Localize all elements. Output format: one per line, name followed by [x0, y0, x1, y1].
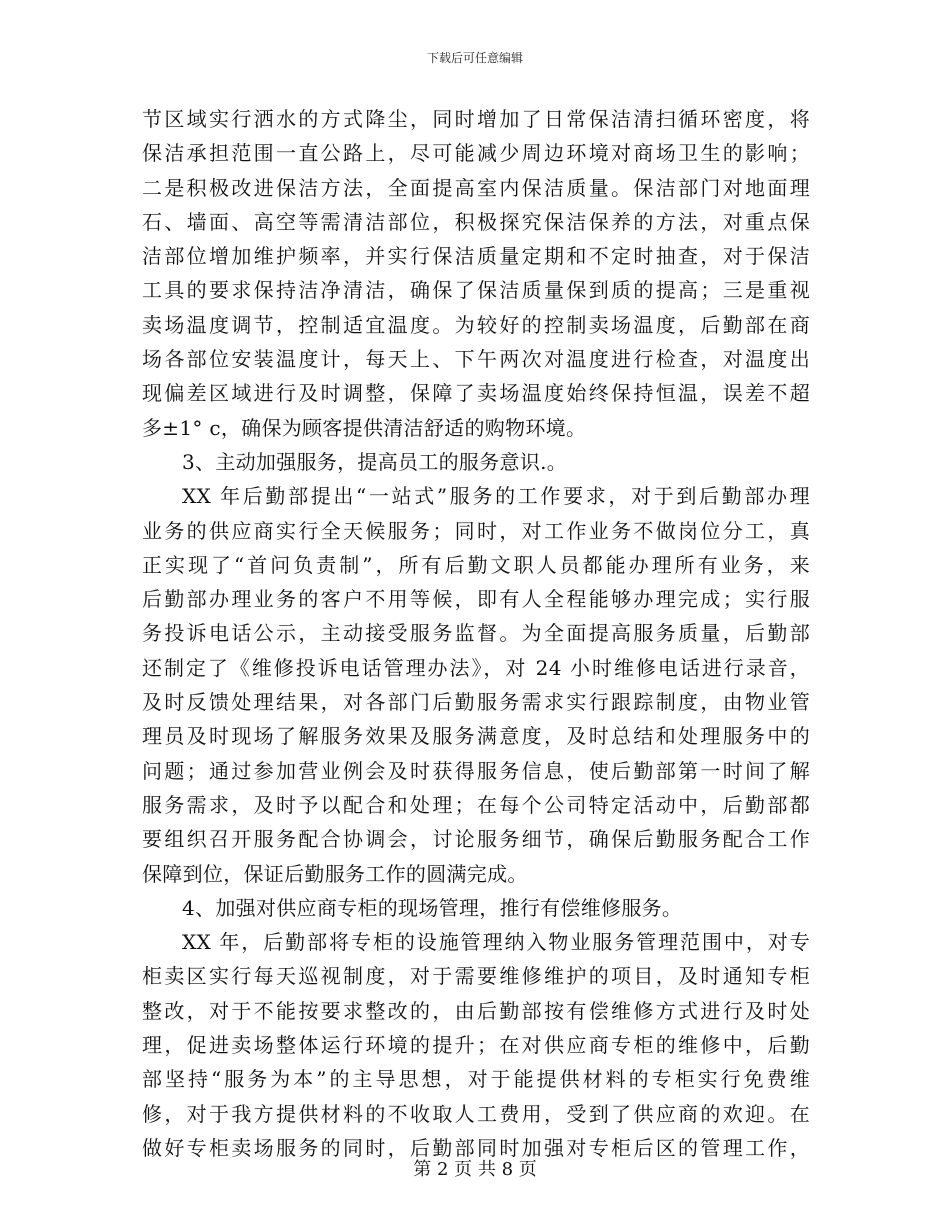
text-line: 工具的要求保持洁净清洁，确保了保洁质量保到质的提高；三是重视 [142, 278, 810, 303]
text-line: 节区域实行洒水的方式降尘，同时增加了日常保洁清扫循环密度，将 [142, 107, 810, 131]
text-line: 正实现了“首问负责制”，所有后勤文职人员都能办理所有业务，来 [142, 552, 810, 577]
text-line: 要组织召开服务配合协调会，讨论服务细节，确保后勤服务配合工作 [142, 827, 810, 852]
text-line: 业务的供应商实行全天候服务；同时，对工作业务不做岗位分工，真 [142, 518, 810, 543]
text-line: XX 年，后勤部将专柜的设施管理纳入物业服务管理范围中，对专 [182, 930, 810, 955]
text-line: 做好专柜卖场服务的同时，后勤部同时加强对专柜后区的管理工作， [142, 1135, 810, 1160]
text-line: 理员及时现场了解服务效果及服务满意度，及时总结和处理服务中的 [142, 724, 810, 749]
text-line: 理，促进卖场整体运行环境的提升；在对供应商专柜的维修中，后勤 [142, 1033, 810, 1058]
text-line: 整改，对于不能按要求整改的，由后勤部按有偿维修方式进行及时处 [142, 998, 810, 1023]
text-line: 石、墙面、高空等需清洁部位，积极探究保洁保养的方法，对重点保 [142, 209, 810, 234]
text-line: 后勤部办理业务的客户不用等候，即有人全程能够办理完成；实行服 [142, 587, 810, 612]
page-header-note: 下载后可任意编辑 [426, 51, 523, 65]
text-line: 问题；通过参加营业例会及时获得服务信息，使后勤部第一时间了解 [142, 758, 810, 783]
text-line: 保洁承担范围一直公路上，尽可能减少周边环境对商场卫生的影响； [142, 141, 810, 166]
text-line: 卖场温度调节，控制适宜温度。为较好的控制卖场温度，后勤部在商 [142, 312, 810, 337]
text-line: 保障到位，保证后勤服务工作的圆满完成。 [142, 861, 528, 886]
text-line: 场各部位安装温度计，每天上、下午两次对温度进行检查，对温度出 [142, 347, 810, 372]
document-body [142, 102, 810, 1165]
page-number: 第 2 页 共 8 页 [413, 1159, 537, 1180]
text-line: 务投诉电话公示，主动接受服务监督。为全面提高服务质量，后勤部 [142, 621, 810, 646]
text-line: XX 年后勤部提出“一站式”服务的工作要求，对于到后勤部办理 [182, 484, 810, 509]
text-line: 柜卖区实行每天巡视制度，对于需要维修维护的项目，及时通知专柜 [142, 964, 810, 989]
text-line: 二是积极改进保洁方法，全面提高室内保洁质量。保洁部门对地面理 [142, 175, 810, 200]
text-line: 修，对于我方提供材料的不收取人工费用，受到了供应商的欢迎。在 [142, 1101, 810, 1126]
text-line: 洁部位增加维护频率，并实行保洁质量定期和不定时抽查，对于保洁 [142, 244, 810, 269]
text-line: 3、主动加强服务，提高员工的服务意识.。 [182, 449, 568, 474]
text-line: 还制定了《维修投诉电话管理办法》，对 24 小时维修电话进行录音， [142, 655, 810, 680]
text-line: 4、加强对供应商专柜的现场管理，推行有偿维修服务。 [182, 895, 683, 920]
text-line: 多±1° c，确保为顾客提供清洁舒适的购物环境。 [142, 415, 587, 440]
text-line: 现偏差区域进行及时调整，保障了卖场温度始终保持恒温，误差不超 [142, 381, 810, 406]
text-line: 部坚持“服务为本”的主导思想，对于能提供材料的专柜实行免费维 [142, 1067, 810, 1092]
text-line: 及时反馈处理结果，对各部门后勤服务需求实行跟踪制度，由物业管 [142, 690, 810, 715]
text-line: 服务需求，及时予以配合和处理；在每个公司特定活动中，后勤部都 [142, 792, 810, 817]
